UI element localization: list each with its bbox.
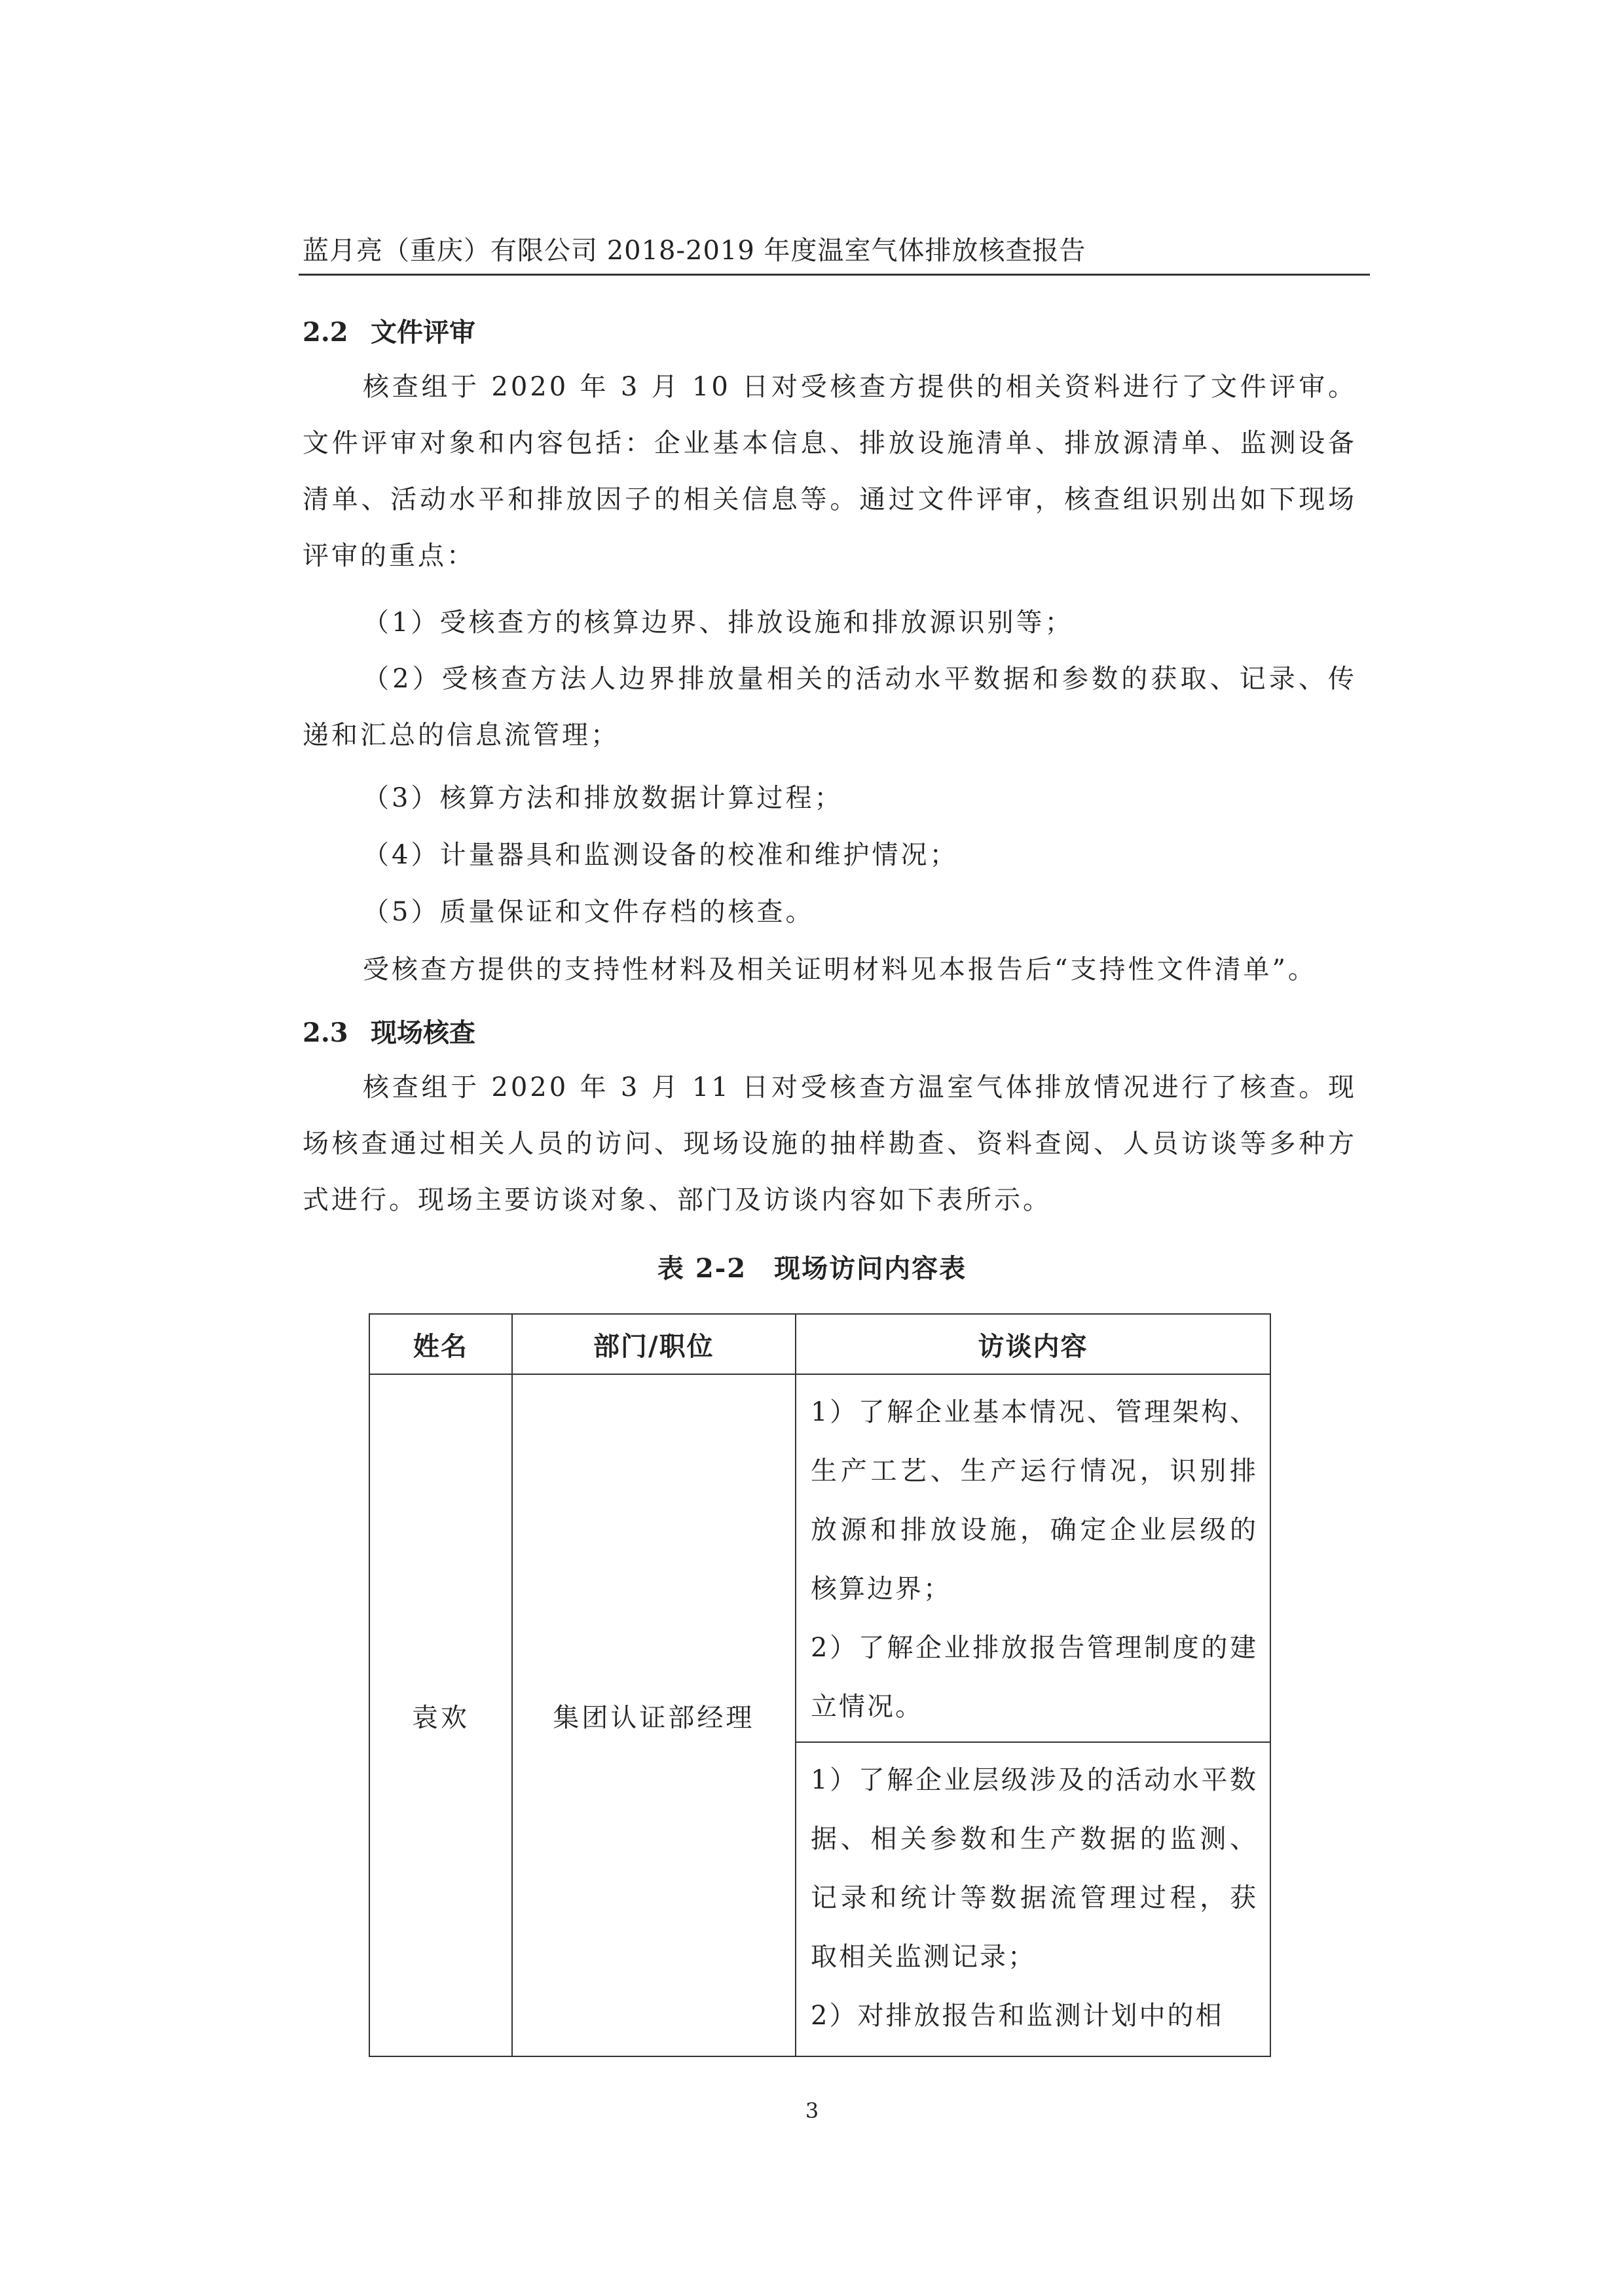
cell-name: 袁欢: [369, 1374, 512, 2056]
section-number: 2.2: [303, 317, 348, 348]
table-caption: 表 2-2 现场访问内容表: [657, 1253, 967, 1284]
column-header-department: 部门/职位: [512, 1314, 796, 1374]
paragraph: 受核查方提供的支持性材料及相关证明材料见本报告后“支持性文件清单”。: [363, 955, 1317, 985]
paragraph: 核查组于 2020 年 3 月 10 日对受核查方提供的相关资料进行了文件评审。文件评审对象和内容包括：企业基本信息、排放设施清单、排放源清单、监测设备清单、活动水平和排放因子的相关信息等。通过文件评审，核查组识别出如下现场评审的重点：: [303, 372, 1357, 571]
cell-department: 集团认证部经理: [512, 1374, 796, 2056]
header-rule: [299, 274, 1370, 276]
list-item: （2）受核查方法人边界排放量相关的活动水平数据和参数的获取、记录、传递和汇总的信息流管理；: [303, 664, 1357, 750]
table-header-row: [369, 1314, 1270, 1374]
section-title: 现场核查: [371, 1017, 475, 1048]
section-number: 2.3: [303, 1017, 348, 1048]
list-item: （5）质量保证和文件存档的核查。: [363, 897, 815, 927]
interview-table: [369, 1313, 1271, 2057]
list-item: （3）核算方法和排放数据计算过程；: [363, 783, 843, 813]
section-heading-2-3: [303, 1013, 475, 1053]
column-header-name: 姓名: [369, 1314, 512, 1374]
section-title: 文件评审: [371, 317, 475, 348]
cell-content: 1）了解企业基本情况、管理架构、生产工艺、生产运行情况，识别排放源和排放设施，确定企业层级的核算边界； 2）了解企业排放报告管理制度的建立情况。: [796, 1374, 1270, 1742]
column-header-content: 访谈内容: [796, 1314, 1270, 1374]
table-row: [369, 1374, 1270, 1742]
paragraph: 核查组于 2020 年 3 月 11 日对受核查方温室气体排放情况进行了核查。现场核查通过相关人员的访问、现场设施的抽样勘查、资料查阅、人员访谈等多种方式进行。现场主要访谈对象、部门及访谈内容如下表所示。: [303, 1072, 1357, 1215]
section-heading-2-2: [303, 313, 475, 352]
page-header: 蓝月亮（重庆）有限公司 2018-2019 年度温室气体排放核查报告: [303, 236, 1086, 266]
list-item: （4）计量器具和监测设备的校准和维护情况；: [363, 840, 959, 870]
page-number: 3: [805, 2098, 819, 2123]
cell-content: 1）了解企业层级涉及的活动水平数据、相关参数和生产数据的监测、记录和统计等数据流管理过程，获取相关监测记录； 2）对排放报告和监测计划中的相: [796, 1742, 1270, 2056]
list-item: （1）受核查方的核算边界、排放设施和排放源识别等；: [363, 608, 1074, 638]
